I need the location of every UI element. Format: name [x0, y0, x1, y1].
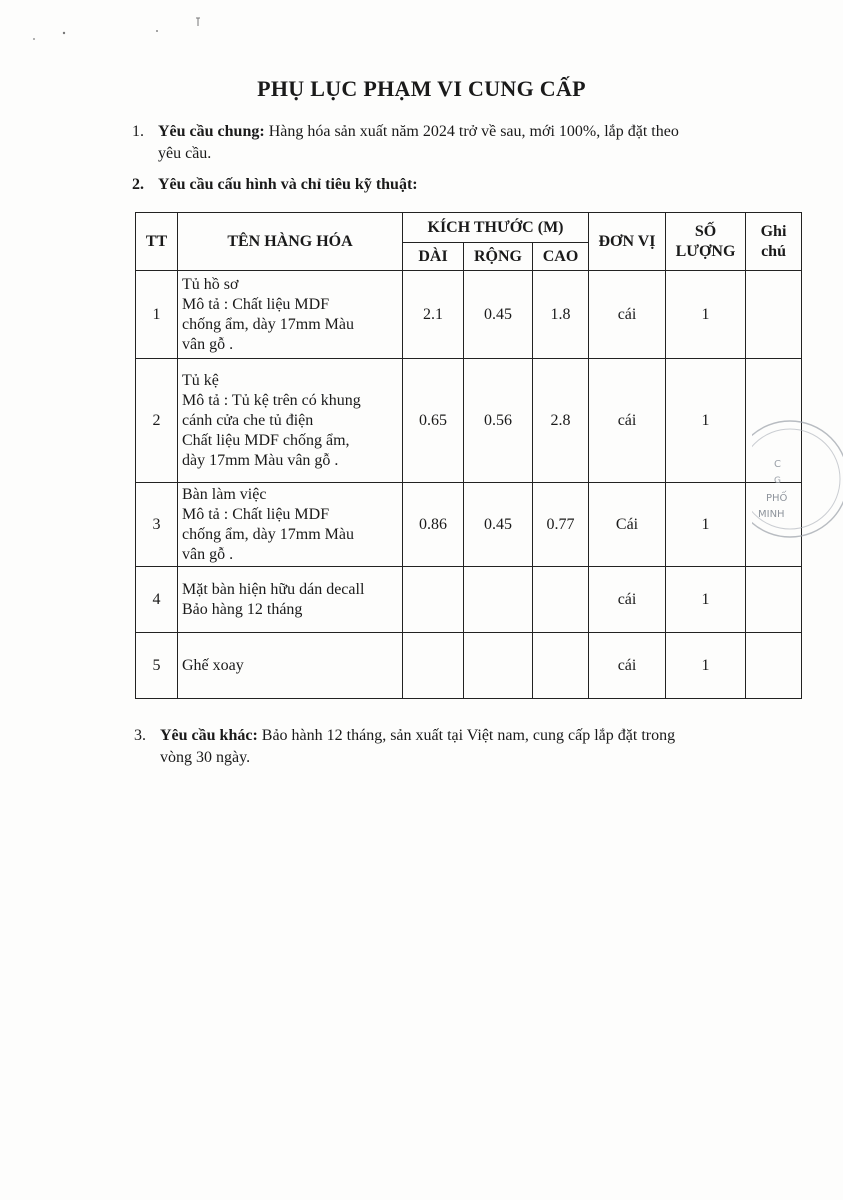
- cell-name: [178, 567, 403, 633]
- cell-name-line: cánh cửa che tủ điện: [182, 411, 314, 429]
- stamp-seal: [752, 405, 843, 555]
- stamp-text: C: [774, 459, 781, 470]
- cell-name-line: chống ẩm, dày 17mm Màu: [182, 315, 354, 333]
- cell-tt: 3: [136, 483, 178, 567]
- cell-name-line: Tủ hồ sơ: [182, 275, 239, 293]
- cell-name-line: Chất liệu MDF chống ẩm,: [182, 431, 350, 449]
- cell-length: 0.86: [403, 483, 464, 567]
- cell-unit: Cái: [589, 483, 666, 567]
- header-width: RỘNG: [464, 243, 533, 271]
- cell-name-line: Bàn làm việc: [182, 485, 267, 503]
- cell-name-line: Bảo hàng 12 tháng: [182, 600, 303, 618]
- header-name: TÊN HÀNG HÓA: [178, 213, 403, 271]
- cell-height: 2.8: [533, 359, 589, 483]
- cell-tt: 4: [136, 567, 178, 633]
- cell-width: 0.45: [464, 483, 533, 567]
- table-row: [136, 567, 802, 633]
- header-unit: ĐƠN VỊ: [589, 213, 666, 271]
- cell-qty: 1: [666, 483, 746, 567]
- scan-marks: [0, 0, 843, 60]
- cell-note: [746, 633, 802, 699]
- stamp-text: G: [774, 476, 781, 486]
- cell-name: [178, 271, 403, 359]
- cell-note: [746, 271, 802, 359]
- section-number: 2.: [132, 176, 144, 193]
- cell-name: [178, 359, 403, 483]
- cell-width: [464, 567, 533, 633]
- table-row: [136, 359, 802, 483]
- cell-height: 1.8: [533, 271, 589, 359]
- cell-qty: 1: [666, 271, 746, 359]
- table-header-row: [136, 213, 802, 243]
- cell-note: [746, 567, 802, 633]
- header-length: DÀI: [403, 243, 464, 271]
- table-row: [136, 271, 802, 359]
- cell-unit: cái: [589, 271, 666, 359]
- cell-name-line: Mặt bàn hiện hữu dán decall: [182, 580, 365, 598]
- cell-qty: 1: [666, 633, 746, 699]
- cell-name-line: Mô tả : Chất liệu MDF: [182, 505, 330, 523]
- cell-length: [403, 633, 464, 699]
- cell-name-line: vân gỗ .: [182, 335, 234, 353]
- section-label: Yêu cầu khác:: [160, 727, 258, 744]
- cell-tt: 5: [136, 633, 178, 699]
- cell-name-line: Tủ kệ: [182, 371, 219, 389]
- section-label: Yêu cầu chung:: [158, 123, 265, 140]
- section-body-continued: vòng 30 ngày.: [160, 749, 251, 766]
- stamp-text: MINH: [758, 509, 785, 520]
- header-note: Ghi chú: [746, 213, 802, 271]
- cell-height: [533, 633, 589, 699]
- cell-width: [464, 633, 533, 699]
- cell-length: [403, 567, 464, 633]
- cell-name: [178, 633, 403, 699]
- cell-name-line: Ghế xoay: [182, 656, 244, 674]
- header-size: KÍCH THƯỚC (M): [403, 213, 589, 243]
- section-body: Bảo hành 12 tháng, sản xuất tại Việt nam, cung cấp lắp đặt trong: [257, 727, 676, 744]
- cell-width: 0.45: [464, 271, 533, 359]
- header-qty: SỐ LƯỢNG: [666, 213, 746, 271]
- cell-name: [178, 483, 403, 567]
- cell-length: 0.65: [403, 359, 464, 483]
- page-title: PHỤ LỤC PHẠM VI CUNG CẤP: [257, 76, 586, 101]
- stamp-text: PHỐ: [766, 493, 788, 504]
- cell-height: 0.77: [533, 483, 589, 567]
- section-number: 1.: [132, 123, 144, 140]
- cell-name-line: Mô tả : Tủ kệ trên có khung: [182, 391, 361, 409]
- cell-qty: 1: [666, 567, 746, 633]
- table-row: [136, 483, 802, 567]
- header-height: CAO: [533, 243, 589, 271]
- cell-unit: cái: [589, 359, 666, 483]
- spec-table: [135, 212, 802, 699]
- cell-name-line: chống ẩm, dày 17mm Màu: [182, 525, 354, 543]
- cell-tt: 2: [136, 359, 178, 483]
- section-body-continued: yêu cầu.: [158, 145, 212, 162]
- cell-qty: 1: [666, 359, 746, 483]
- cell-tt: 1: [136, 271, 178, 359]
- cell-name-line: dày 17mm Màu vân gỗ .: [182, 451, 339, 469]
- cell-length: 2.1: [403, 271, 464, 359]
- section-label: Yêu cầu cấu hình và chỉ tiêu kỹ thuật:: [158, 176, 418, 193]
- cell-unit: cái: [589, 633, 666, 699]
- cell-height: [533, 567, 589, 633]
- section-number: 3.: [134, 727, 146, 744]
- section-text: [158, 121, 679, 165]
- section-body: Hàng hóa sản xuất năm 2024 trở về sau, mới 100%, lắp đặt theo: [264, 123, 679, 140]
- cell-name-line: Mô tả : Chất liệu MDF: [182, 295, 330, 313]
- header-tt: TT: [136, 213, 178, 271]
- cell-unit: cái: [589, 567, 666, 633]
- cell-name-line: vân gỗ .: [182, 545, 234, 563]
- table-row: [136, 633, 802, 699]
- cell-width: 0.56: [464, 359, 533, 483]
